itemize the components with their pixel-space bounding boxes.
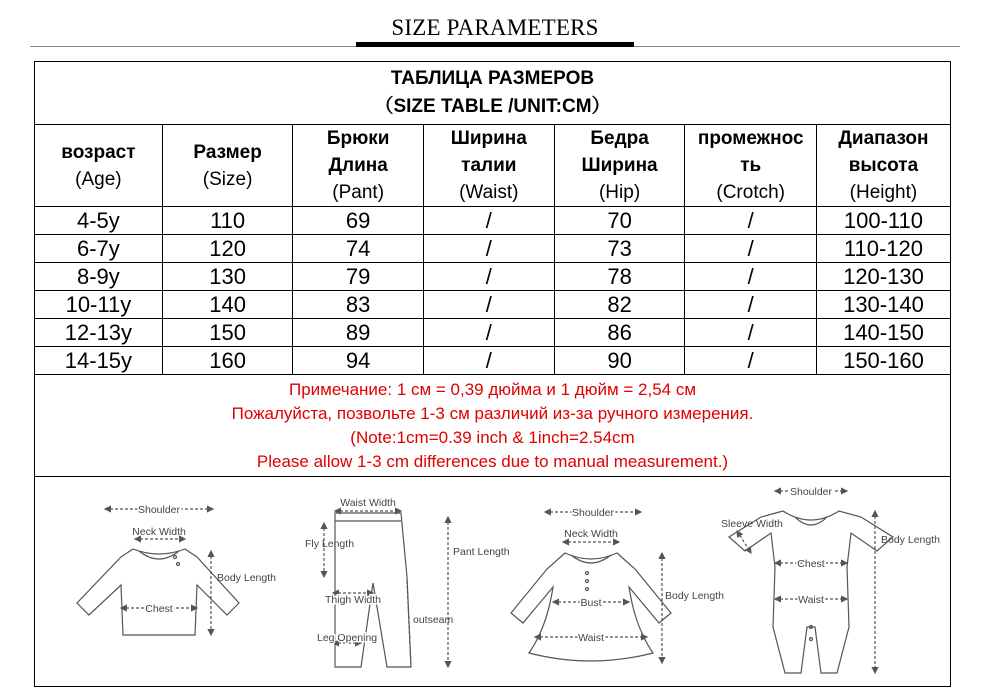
shirt-neck-label: Neck Width (132, 526, 186, 538)
table-cell: 110 (162, 207, 293, 235)
page-title: SIZE PARAMETERS (391, 15, 599, 40)
table-cell: 78 (554, 263, 685, 291)
column-header (816, 125, 950, 207)
table-caption (35, 62, 951, 125)
romper-sleeve-label: Sleeve Width (721, 518, 783, 530)
table-cell: / (685, 347, 816, 375)
table-row (35, 347, 951, 375)
column-header-ru: промежнос (697, 128, 804, 149)
table-title-ru: ТАБЛИЦА РАЗМЕРОВ (390, 68, 595, 89)
column-header-ru: Размер (193, 141, 262, 163)
column-header-en: (Hip) (598, 182, 641, 203)
table-cell: 6-7y (35, 235, 163, 263)
table-cell: 89 (293, 319, 423, 347)
table-cell: 83 (293, 291, 423, 319)
table-cell: 79 (293, 263, 423, 291)
table-title-en: （SIZE TABLE /UNIT:CM） (374, 96, 611, 117)
column-header-ru: высота (848, 155, 919, 176)
table-cell: 110-120 (816, 235, 950, 263)
title-underline (356, 42, 634, 47)
table-row (35, 263, 951, 291)
table-cell: 140 (162, 291, 293, 319)
table-cell: / (423, 235, 554, 263)
column-header-ru: возраст (61, 141, 136, 163)
column-header-en: (Size) (202, 168, 253, 190)
table-row (35, 235, 951, 263)
pants-thigh-label: Thigh Width (324, 594, 382, 606)
table-row (35, 319, 951, 347)
column-header (423, 125, 554, 207)
caption-row (35, 62, 951, 125)
column-header-ru: Брюки (326, 128, 390, 149)
table-cell: 160 (162, 347, 293, 375)
table-cell: 100-110 (816, 207, 950, 235)
table-cell: 130 (162, 263, 293, 291)
romper-shoulder-label: Shoulder (789, 486, 833, 498)
table-cell: 14-15y (35, 347, 163, 375)
size-table (34, 61, 951, 687)
pants-waist-label: Waist Width (340, 497, 396, 509)
table-cell: / (685, 235, 816, 263)
table-cell: 69 (293, 207, 423, 235)
table-cell: / (685, 319, 816, 347)
column-header-en: (Pant) (332, 182, 385, 203)
column-header-ru: Ширина (450, 128, 527, 149)
table-cell: / (685, 263, 816, 291)
table-cell: / (685, 291, 816, 319)
table-cell: / (423, 207, 554, 235)
column-header-en: (Crotch) (716, 182, 785, 203)
illustration-cell (35, 477, 951, 687)
table-cell: / (423, 263, 554, 291)
table-cell: 74 (293, 235, 423, 263)
table-cell: 120 (162, 235, 293, 263)
table-cell: 120-130 (816, 263, 950, 291)
column-header-ru: Длина (328, 155, 388, 176)
pants-outseam-label: outseam (413, 614, 454, 626)
table-cell: / (685, 207, 816, 235)
table-cell: 8-9y (35, 263, 163, 291)
table-cell: 140-150 (816, 319, 950, 347)
column-header-en: (Waist) (459, 182, 519, 203)
column-header (293, 125, 423, 207)
dress-body-label: Body Length (665, 590, 724, 602)
table-cell: 12-13y (35, 319, 163, 347)
dress-neck-label: Neck Width (564, 528, 618, 540)
table-cell: 150 (162, 319, 293, 347)
table-row (35, 291, 951, 319)
table-cell: 86 (554, 319, 685, 347)
dress-waist-label: Waist (578, 632, 604, 644)
column-header-ru: ть (740, 155, 762, 176)
note-line: Please allow 1-3 cm differences due to manual measurement.) (256, 451, 729, 471)
column-header-en: (Age) (75, 168, 122, 190)
note-line: (Note:1cm=0.39 inch & 1inch=2.54cm (350, 427, 635, 447)
note-row (35, 375, 951, 477)
table-cell: 90 (554, 347, 685, 375)
table-row (35, 207, 951, 235)
dress-bust-label: Bust (580, 597, 602, 609)
illustration-row (35, 477, 951, 687)
table-cell: 10-11y (35, 291, 163, 319)
table-cell: / (423, 291, 554, 319)
table-body (35, 207, 951, 375)
romper-body-label: Body Length (881, 534, 940, 546)
column-header-ru: талии (461, 155, 517, 176)
column-header-ru: Ширина (581, 155, 658, 176)
table-cell: 70 (554, 207, 685, 235)
table-cell: 150-160 (816, 347, 950, 375)
note-line: Примечание: 1 см = 0,39 дюйма и 1 дюйм = 2,54 см (288, 379, 697, 399)
romper-waist-label: Waist (798, 594, 824, 606)
table-cell: 94 (293, 347, 423, 375)
shirt-shoulder-label: Shoulder (137, 504, 181, 516)
pants-fly-label: Fly Length (305, 538, 355, 550)
note-line: Пожалуйста, позвольте 1-3 см различий из-за ручного измерения. (231, 403, 754, 423)
dress-shoulder-label: Shoulder (571, 507, 615, 519)
column-header-ru: Диапазон (838, 128, 929, 149)
column-header (554, 125, 685, 207)
pants-length-label: Pant Length (453, 546, 510, 558)
pants-leg-label: Leg Opening (317, 632, 378, 644)
table-cell: 82 (554, 291, 685, 319)
table-cell: 4-5y (35, 207, 163, 235)
column-header (162, 125, 293, 207)
table-cell: / (423, 347, 554, 375)
measurement-note (35, 375, 951, 477)
measurement-illustrations (35, 477, 950, 686)
column-header (685, 125, 816, 207)
shirt-chest-label: Chest (145, 603, 173, 615)
column-header (35, 125, 163, 207)
table-cell: / (423, 319, 554, 347)
column-header-ru: Бедра (590, 128, 649, 149)
table-cell: 130-140 (816, 291, 950, 319)
column-header-en: (Height) (849, 182, 918, 203)
header-row (35, 125, 951, 207)
table-cell: 73 (554, 235, 685, 263)
romper-chest-label: Chest (797, 558, 825, 570)
shirt-body-label: Body Length (217, 572, 276, 584)
